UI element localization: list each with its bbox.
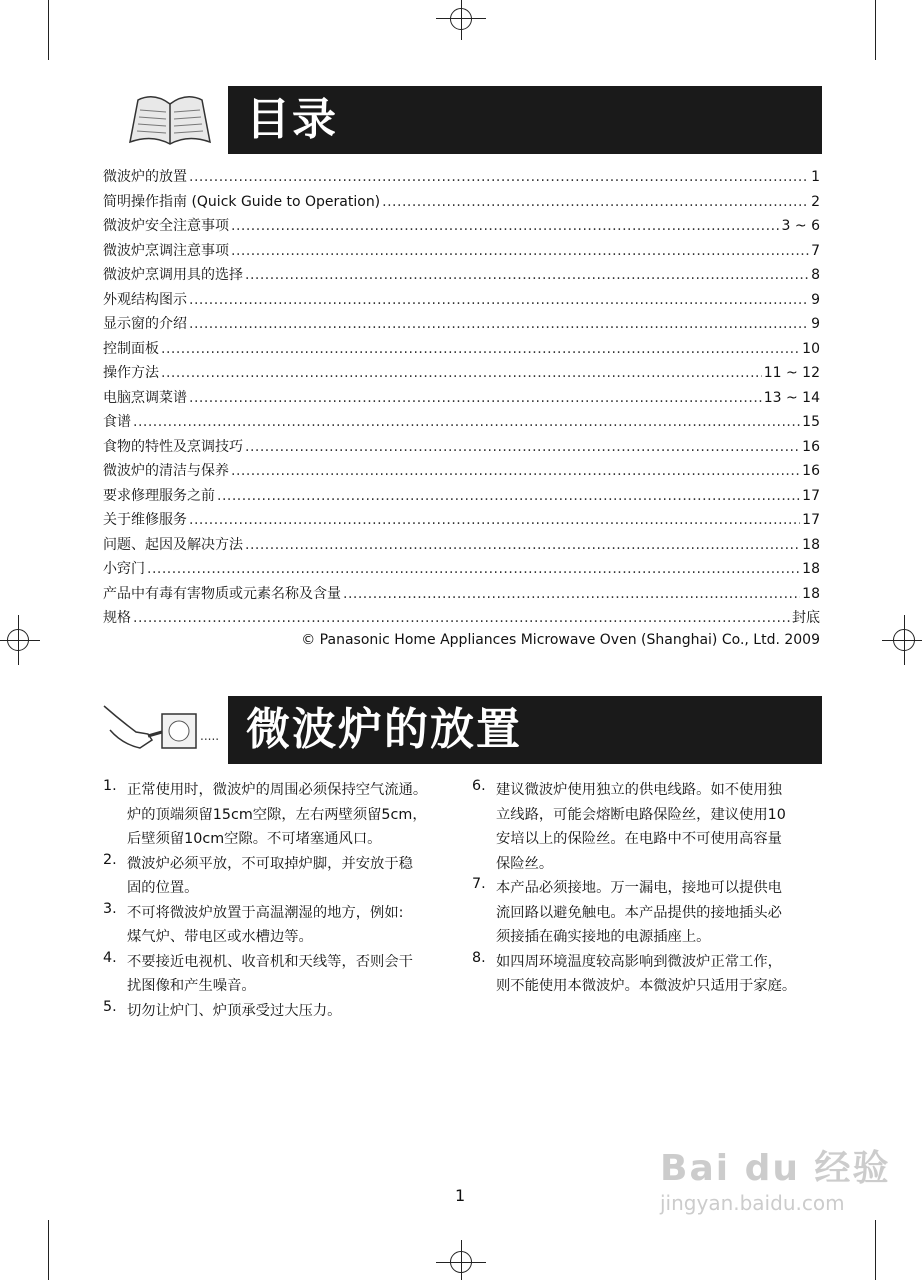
toc-entry[interactable] bbox=[103, 362, 820, 387]
list-item bbox=[103, 999, 468, 1024]
toc-entry[interactable] bbox=[103, 338, 820, 363]
item-text-line: 建议微波炉使用独立的供电线路。如不使用独 bbox=[496, 782, 782, 798]
toc-entry-page: 17 bbox=[802, 487, 820, 504]
toc-entry-page: 8 bbox=[811, 267, 820, 283]
item-text-line: 炉的顶端须留15cm空隙，左右两壁须留5cm， bbox=[127, 806, 427, 823]
toc-entry-page: 9 bbox=[811, 291, 820, 308]
list-item bbox=[103, 901, 468, 950]
toc-leader-dots bbox=[161, 341, 800, 357]
page-number: 1 bbox=[455, 1186, 466, 1205]
table-of-contents bbox=[103, 166, 820, 632]
registration-mark bbox=[450, 8, 472, 30]
toc-entry-page: 9 bbox=[811, 316, 820, 332]
toc-entry[interactable] bbox=[103, 583, 820, 608]
item-text-line: 煤气炉、带电区或水槽边等。 bbox=[127, 929, 313, 945]
item-number: 2. bbox=[103, 851, 117, 868]
toc-entry-title: 微波炉的清洁与保养 bbox=[103, 463, 229, 479]
item-number: 4. bbox=[103, 949, 117, 966]
toc-title: 目录 bbox=[246, 94, 338, 145]
toc-entry-page: 16 bbox=[802, 438, 820, 455]
toc-entry-title: 电脑烹调菜谱 bbox=[103, 389, 187, 406]
toc-entry-page: 2 bbox=[811, 193, 820, 210]
item-text-line: 切勿让炉门、炉顶承受过大压力。 bbox=[127, 1002, 342, 1019]
list-item bbox=[103, 852, 468, 901]
open-book-icon bbox=[126, 90, 214, 150]
toc-leader-dots bbox=[189, 512, 800, 528]
toc-entry-title: 食物的特性及烹调技巧 bbox=[103, 438, 243, 455]
toc-entry[interactable] bbox=[103, 387, 820, 412]
toc-entry[interactable] bbox=[103, 485, 820, 510]
registration-mark bbox=[7, 629, 29, 651]
toc-entry[interactable] bbox=[103, 313, 820, 338]
item-number: 5. bbox=[103, 998, 117, 1015]
toc-entry-page: 10 bbox=[802, 340, 820, 357]
item-text-line: 本产品必须接地。万一漏电，接地可以提供电 bbox=[496, 880, 782, 896]
toc-entry[interactable] bbox=[103, 460, 820, 485]
item-text-line: 须接插在确实接地的电源插座上。 bbox=[496, 929, 711, 945]
toc-entry-title: 关于维修服务 bbox=[103, 512, 187, 528]
toc-leader-dots bbox=[189, 169, 809, 185]
toc-leader-dots bbox=[217, 488, 800, 504]
toc-entry-title: 微波炉烹调注意事项 bbox=[103, 242, 229, 259]
placement-list-left bbox=[103, 778, 468, 1023]
watermark-brand: Bai du 经验 bbox=[660, 1148, 891, 1189]
toc-leader-dots bbox=[245, 439, 800, 455]
toc-entry[interactable] bbox=[103, 558, 820, 583]
crop-mark bbox=[48, 0, 49, 60]
toc-leader-dots bbox=[231, 463, 800, 479]
item-text-line: 正常使用时，微波炉的周围必须保持空气流通。 bbox=[127, 782, 428, 798]
item-number: 8. bbox=[472, 949, 486, 966]
placement-list-right bbox=[472, 778, 837, 999]
toc-entry-page: 15 bbox=[802, 414, 820, 430]
crop-mark bbox=[875, 0, 876, 60]
item-text-line: 保险丝。 bbox=[496, 855, 554, 872]
toc-leader-dots bbox=[133, 414, 800, 430]
toc-entry[interactable] bbox=[103, 436, 820, 461]
item-text-line: 流回路以避免触电。本产品提供的接地插头必 bbox=[496, 904, 782, 921]
toc-entry[interactable] bbox=[103, 411, 820, 436]
item-text-line: 后壁须留10cm空隙。不可堵塞通风口。 bbox=[127, 831, 382, 847]
toc-entry-title: 要求修理服务之前 bbox=[103, 487, 215, 504]
toc-entry-page: 17 bbox=[802, 512, 820, 528]
item-text-line: 立线路，可能会熔断电路保险丝，建议使用10 bbox=[496, 806, 786, 823]
toc-entry-title: 小窍门 bbox=[103, 561, 145, 577]
toc-title-bar bbox=[228, 86, 822, 154]
toc-entry-page: 7 bbox=[811, 242, 820, 259]
toc-leader-dots bbox=[189, 292, 809, 308]
toc-leader-dots bbox=[147, 561, 800, 577]
watermark bbox=[660, 1140, 891, 1215]
toc-entry-title: 食谱 bbox=[103, 414, 131, 430]
item-text-line: 如四周环境温度较高影响到微波炉正常工作， bbox=[496, 953, 782, 970]
item-number: 6. bbox=[472, 778, 486, 794]
toc-entry[interactable] bbox=[103, 607, 820, 632]
toc-entry[interactable] bbox=[103, 215, 820, 240]
toc-leader-dots bbox=[382, 194, 809, 210]
toc-entry-page: 封底 bbox=[792, 610, 820, 626]
item-text-line: 不要接近电视机、收音机和天线等，否则会干 bbox=[127, 953, 413, 970]
item-number: 3. bbox=[103, 900, 117, 917]
toc-entry-page: 16 bbox=[802, 463, 820, 479]
copyright: © Panasonic Home Appliances Microwave Oven (Shanghai) Co., Ltd. 2009 bbox=[301, 632, 820, 648]
toc-entry-title: 显示窗的介绍 bbox=[103, 316, 187, 332]
toc-entry[interactable] bbox=[103, 289, 820, 314]
item-text-line: 扰图像和产生噪音。 bbox=[127, 978, 256, 994]
item-text-line: 不可将微波炉放置于高温潮湿的地方，例如: bbox=[127, 904, 404, 921]
toc-entry-page: 18 bbox=[802, 536, 820, 553]
toc-leader-dots bbox=[343, 586, 800, 602]
hand-plug-socket-icon bbox=[100, 700, 225, 760]
list-item bbox=[103, 778, 468, 852]
toc-entry-title: 问题、起因及解决方法 bbox=[103, 536, 243, 553]
item-text-line: 则不能使用本微波炉。本微波炉只适用于家庭。 bbox=[496, 978, 797, 994]
toc-leader-dots bbox=[161, 365, 762, 381]
placement-title: 微波炉的放置 bbox=[246, 704, 522, 755]
toc-entry-title: 外观结构图示 bbox=[103, 291, 187, 308]
toc-leader-dots bbox=[245, 267, 809, 283]
registration-mark bbox=[450, 1251, 472, 1273]
crop-mark bbox=[48, 1220, 49, 1280]
toc-entry-title: 微波炉烹调用具的选择 bbox=[103, 267, 243, 283]
list-item bbox=[103, 950, 468, 999]
toc-entry[interactable] bbox=[103, 240, 820, 265]
toc-entry-title: 规格 bbox=[103, 610, 131, 626]
svg-text:.....: ..... bbox=[200, 729, 220, 743]
toc-entry[interactable] bbox=[103, 264, 820, 289]
toc-leader-dots bbox=[231, 218, 780, 234]
toc-entry-title: 微波炉安全注意事项 bbox=[103, 218, 229, 234]
toc-entry-title: 产品中有毒有害物质或元素名称及含量 bbox=[103, 585, 341, 602]
toc-entry-title: 微波炉的放置 bbox=[103, 169, 187, 185]
list-item bbox=[472, 950, 837, 999]
crop-mark bbox=[875, 1220, 876, 1280]
item-text-line: 固的位置。 bbox=[127, 880, 199, 896]
list-item bbox=[472, 876, 837, 950]
toc-entry[interactable] bbox=[103, 191, 820, 216]
registration-mark bbox=[893, 629, 915, 651]
placement-title-bar bbox=[228, 696, 822, 764]
toc-entry[interactable] bbox=[103, 534, 820, 559]
toc-entry-page: 3 ~ 6 bbox=[781, 218, 820, 234]
watermark-url: jingyan.baidu.com bbox=[660, 1191, 845, 1215]
toc-leader-dots bbox=[133, 610, 790, 626]
toc-leader-dots bbox=[245, 537, 800, 553]
toc-entry-page: 1 bbox=[811, 169, 820, 185]
item-text-line: 安培以上的保险丝。在电路中不可使用高容量 bbox=[496, 831, 782, 847]
toc-entry-page: 11 ~ 12 bbox=[763, 365, 820, 381]
item-number: 7. bbox=[472, 876, 486, 892]
item-number: 1. bbox=[103, 778, 117, 794]
toc-entry[interactable] bbox=[103, 166, 820, 191]
toc-entry-title: 操作方法 bbox=[103, 365, 159, 381]
toc-entry-page: 13 ~ 14 bbox=[763, 389, 820, 406]
toc-leader-dots bbox=[189, 316, 809, 332]
toc-leader-dots bbox=[231, 243, 809, 259]
toc-entry-page: 18 bbox=[802, 585, 820, 602]
toc-entry[interactable] bbox=[103, 509, 820, 534]
item-text-line: 微波炉必须平放，不可取掉炉脚，并安放于稳 bbox=[127, 855, 413, 872]
toc-entry-title: 控制面板 bbox=[103, 340, 159, 357]
toc-entry-page: 18 bbox=[802, 561, 820, 577]
list-item bbox=[472, 778, 837, 876]
toc-entry-title: 简明操作指南 (Quick Guide to Operation) bbox=[103, 193, 381, 210]
toc-leader-dots bbox=[189, 390, 762, 406]
